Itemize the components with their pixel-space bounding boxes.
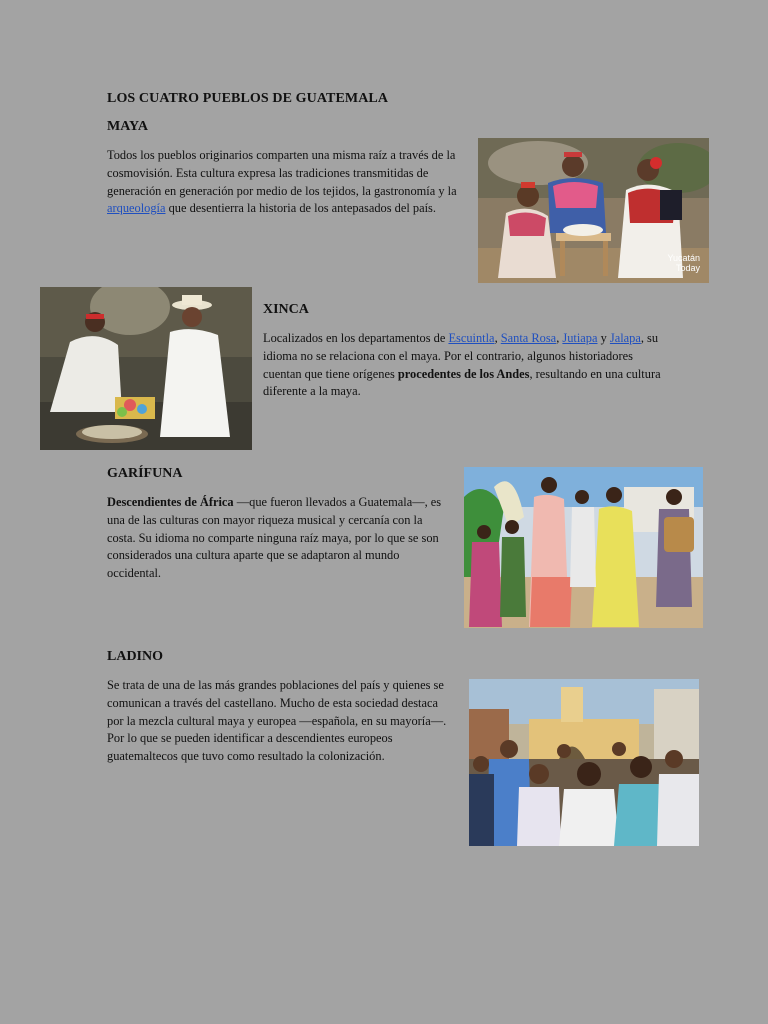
page-title: LOS CUATRO PUEBLOS DE GUATEMALA [107, 91, 389, 106]
photo-watermark: Yucatán [667, 253, 700, 263]
xinca-photo [40, 287, 252, 450]
ladino-paragraph: Se trata de una de las más grandes poblaciones del país y quienes se comunican a través del castellano. Mucho de esta sociedad destaca por la mezcla cultural maya y europea —española, en su mayoría—. Por lo que se pueden identificar a descendientes europeos guatemaltecos que tuvo como resultado la colonización. [107, 678, 447, 764]
ladino-photo [469, 679, 699, 846]
jutiapa-link[interactable]: Jutiapa [562, 331, 598, 345]
garifuna-paragraph: Descendientes de África —que fueron llevados a Guatemala—, es una de las culturas con mayor riqueza musical y cercanía con la costa. Su idioma no comparte ninguna raíz maya, por lo que se son considerados una cultura aparte que se adaptaron al mundo occidental. [107, 495, 442, 581]
xinca-paragraph: Localizados en los departamentos de Escuintla, Santa Rosa, Jutiapa y Jalapa, su idioma no se relaciona con el maya. Por el contrario, algunos historiadores cuentan que tiene orígenes procedentes de los Andes, resultando en una cultura diferente a la maya. [263, 331, 661, 399]
garifuna-heading: GARÍFUNA [107, 466, 183, 481]
jalapa-link[interactable]: Jalapa [609, 331, 641, 345]
ladino-heading: LADINO [107, 649, 164, 664]
maya-photo [478, 138, 709, 283]
santa-rosa-link[interactable]: Santa Rosa [500, 331, 557, 345]
arqueologia-link[interactable]: arqueología [107, 201, 166, 216]
xinca-heading: XINCA [263, 302, 309, 317]
photo-watermark: Today [675, 263, 700, 273]
escuintla-link[interactable]: Escuintla [448, 331, 495, 345]
garifuna-photo [464, 467, 703, 628]
maya-paragraph: Todos los pueblos originarios comparten una misma raíz a través de la cosmovisión. Esta cultura expresa las tradiciones transmitidas de generación en generación por medio de los tejidos, la gastronomía y la arqueología que desentierra la historia de los antepasados del país. [107, 148, 457, 216]
maya-heading: MAYA [107, 119, 148, 134]
